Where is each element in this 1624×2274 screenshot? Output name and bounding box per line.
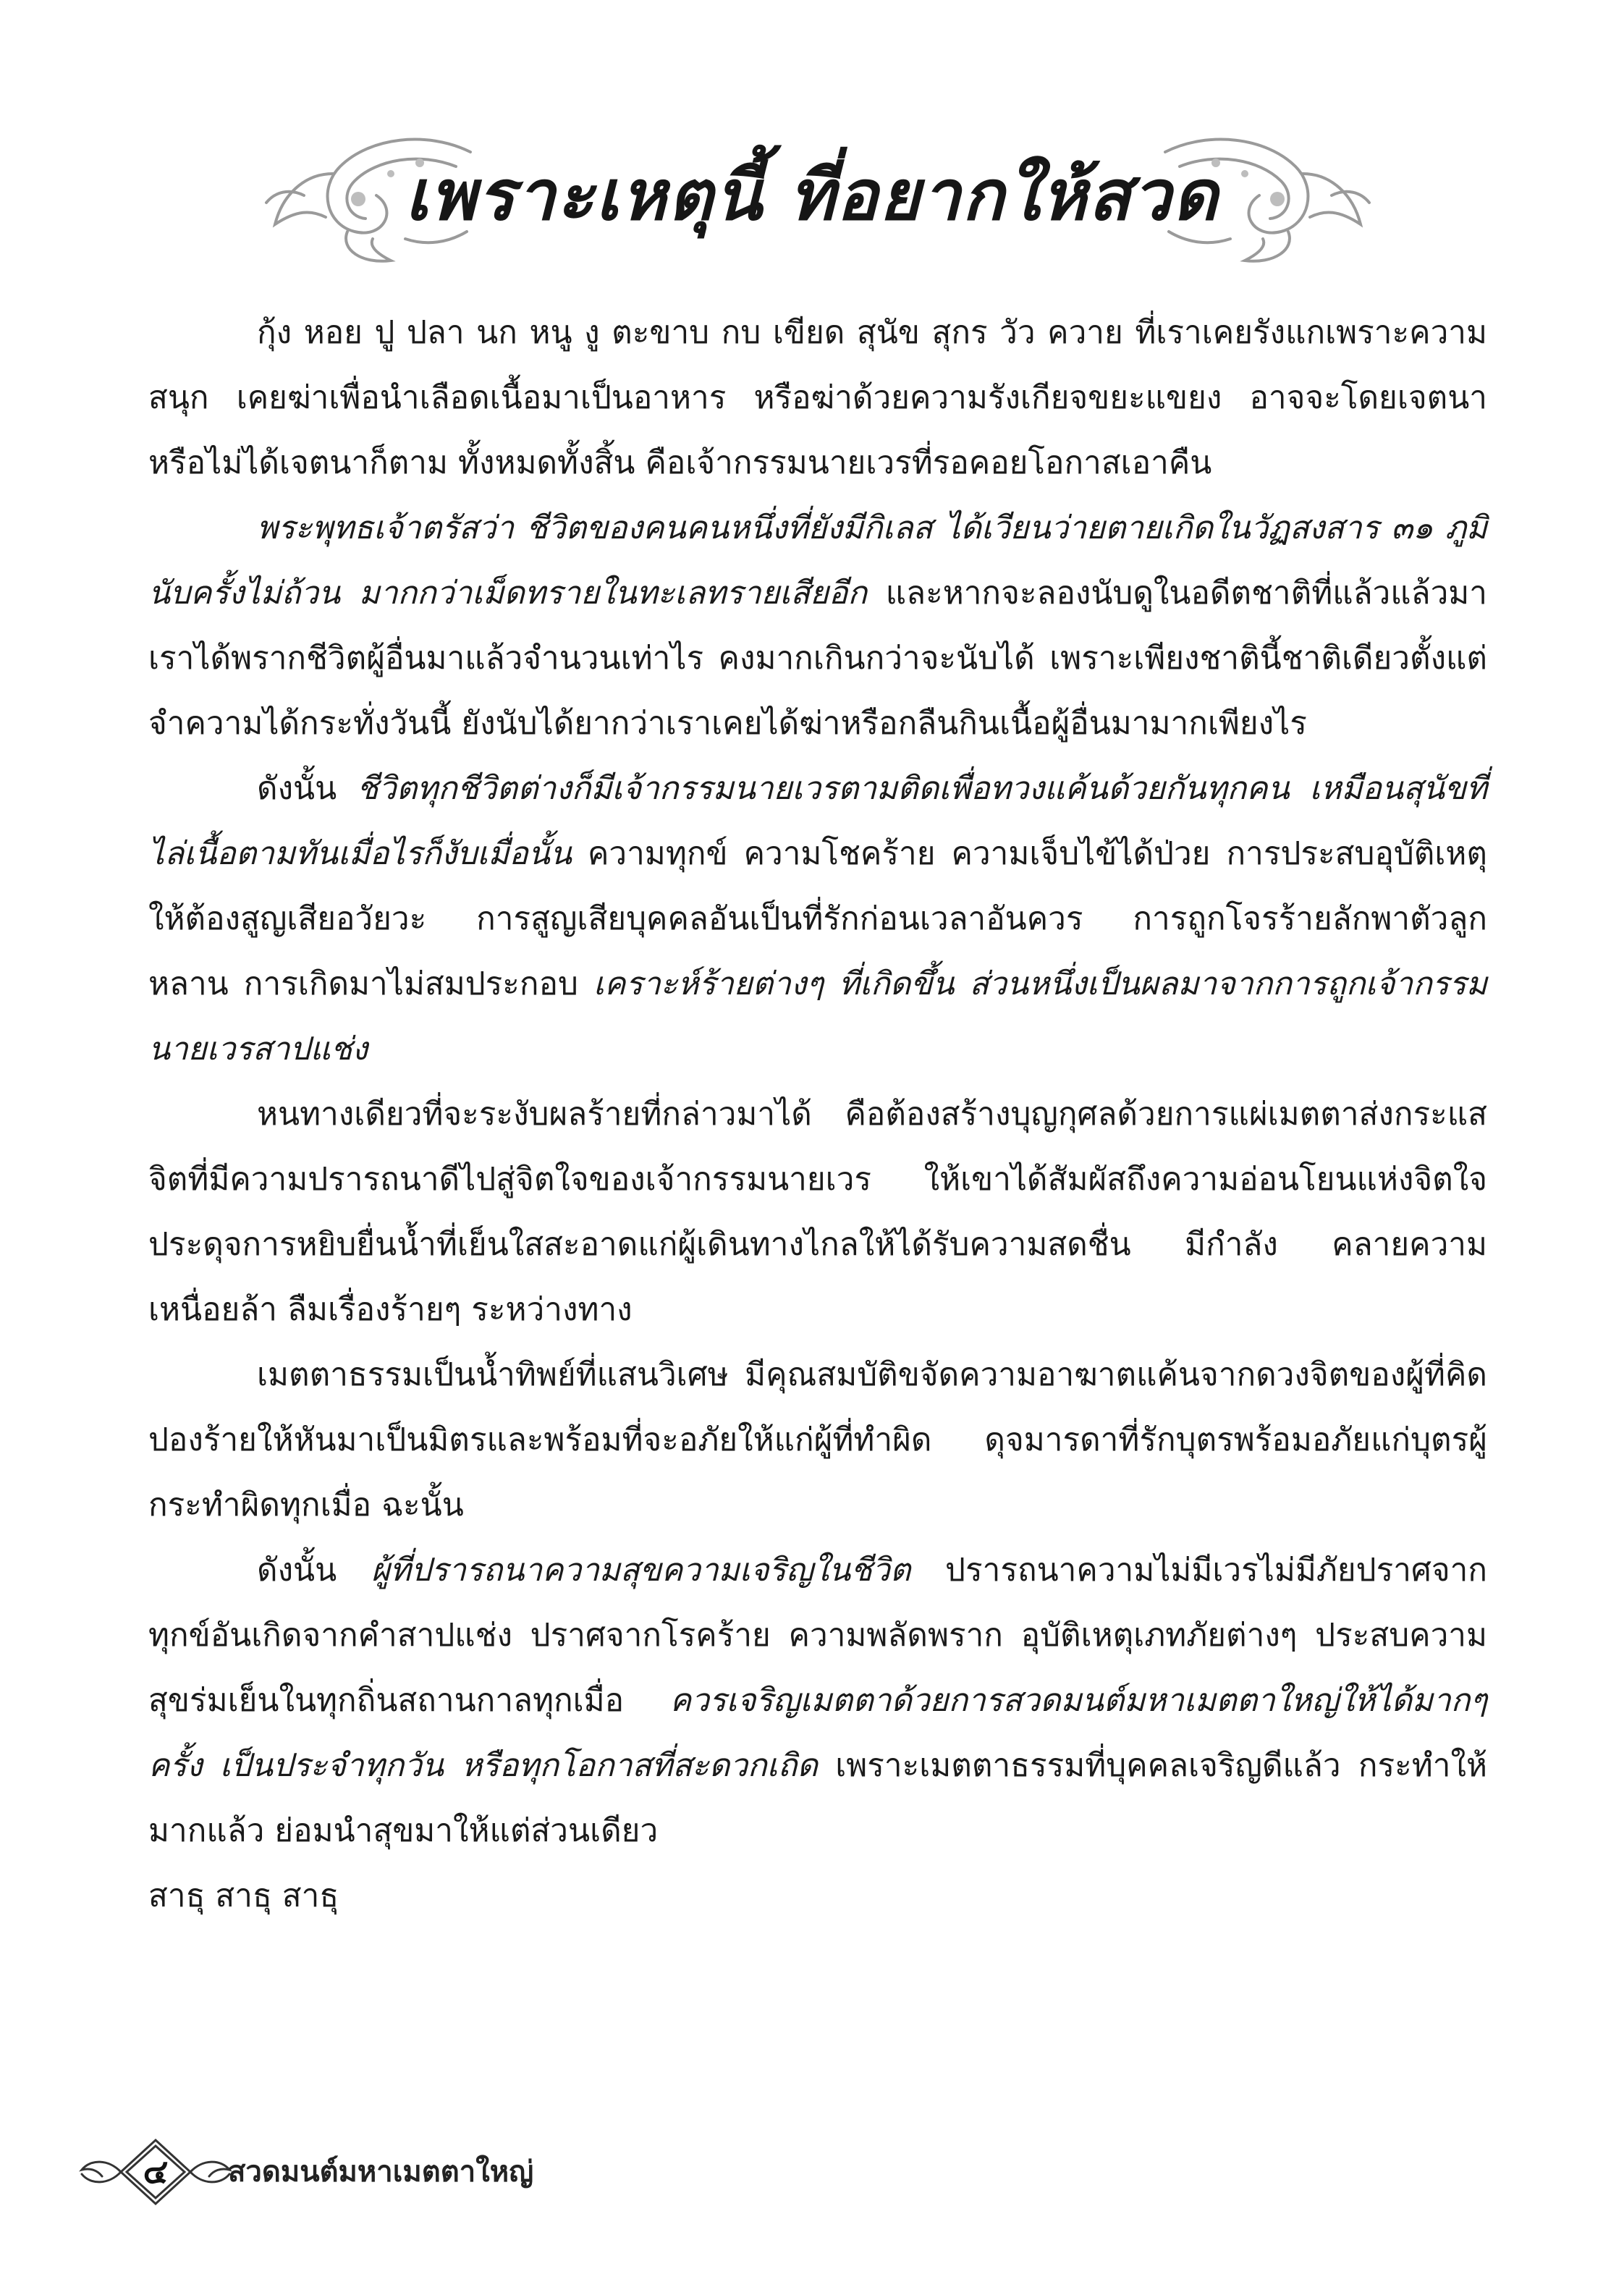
paragraph-6	[148, 1538, 1487, 1864]
paragraph-6-end: เพราะเมตตาธรรมที่บุคคลเจริญดีแล้ว กระทำให้มากแล้ว ย่อมนำสุขมาให้แต่ส่วนเดียว	[148, 1747, 1487, 1849]
body-text	[148, 300, 1487, 1929]
paragraph-2-text: และหากจะลองนับดูในอดีตชาติที่แล้วแล้วมา เราได้พรากชีวิตผู้อื่นมาแล้วจำนวนเท่าไร คงมากเกินกว่าจะนับได้ เพราะเพียงชาตินี้ชาติเดียวตั้งแต่จำความได้กระทั่งวันนี้ ยังนับได้ยากว่าเราเคยได้ฆ่าหรือกลืนกินเนื้อผู้อื่นมามากเพียงไร	[148, 575, 1487, 742]
page-title: เพราะเหตุนี้ ที่อยากให้สวด	[405, 154, 1219, 236]
paragraph-3-emphasis-1: ชีวิตทุกชีวิตต่างก็มีเจ้ากรรมนายเวรตามติดเพื่อทวงแค้นด้วยกันทุกคน เหมือนสุนัขที่ไล่เนื้อตามทันเมื่อไรก็งับเมื่อนั้น	[148, 770, 1488, 872]
paragraph-6-text: ปรารถนาความไม่มีเวรไม่มีภัยปราศจากทุกข์อันเกิดจากคำสาปแช่ง ปราศจากโรคร้าย ความพลัดพราก อุบัติเหตุเภทภัยต่างๆ ประสบความสุขร่มเย็นในทุกถิ่นสถานกาลทุกเมื่อ	[148, 1552, 1488, 1719]
page-header	[0, 109, 1624, 282]
closing-blessing: สาธุ สาธุ สาธุ	[148, 1877, 339, 1914]
page-number: ๔	[143, 2152, 169, 2191]
page-footer	[0, 2131, 1624, 2211]
paragraph-3	[148, 756, 1487, 1082]
paragraph-6-emphasis-2: ควรเจริญเมตตาด้วยการสวดมนต์มหาเมตตาใหญ่ให้ได้มากๆ ครั้ง เป็นประจำทุกวัน หรือทุกโอกาสที่สะดวกเถิด	[148, 1682, 1487, 1784]
paragraph-6-emphasis-1: ผู้ที่ปรารถนาความสุขความเจริญในชีวิต	[371, 1552, 911, 1589]
book-title: สวดมนต์มหาเมตตาใหญ่	[228, 2155, 534, 2189]
paragraph-3-text: ความทุกข์ ความโชคร้าย ความเจ็บไข้ได้ป่วย การประสบอุบัติเหตุให้ต้องสูญเสียอวัยวะ การสูญเสียบุคคลอันเป็นที่รักก่อนเวลาอันควร การถูกโจรร้ายลักพาตัวลูกหลาน การเกิดมาไม่สมประกอบ	[148, 835, 1487, 1002]
paragraph-2	[148, 496, 1487, 756]
paragraph-4: หนทางเดียวที่จะระงับผลร้ายที่กล่าวมาได้ คือต้องสร้างบุญกุศลด้วยการแผ่เมตตาส่งกระแสจิตที่มีความปรารถนาดีไปสู่จิตใจของเจ้ากรรมนายเวร ให้เขาได้สัมผัสถึงความอ่อนโยนแห่งจิตใจ ประดุจการหยิบยื่นน้ำที่เย็นใสสะอาดแก่ผู้เดินทางไกลให้ได้รับความสดชื่น มีกำลัง คลายความเหนื่อยล้า ลืมเรื่องร้ายๆ ระหว่างทาง	[148, 1096, 1487, 1328]
paragraph-5: เมตตาธรรมเป็นน้ำทิพย์ที่แสนวิเศษ มีคุณสมบัติขจัดความอาฆาตแค้นจากดวงจิตของผู้ที่คิดปองร้ายให้หันมาเป็นมิตรและพร้อมที่จะอภัยให้แก่ผู้ที่ทำผิด ดุจมารดาที่รักบุตรพร้อมอภัยแก่บุตรผู้กระทำผิดทุกเมื่อ ฉะนั้น	[148, 1356, 1487, 1523]
paragraph-3-emphasis-2: เคราะห์ร้ายต่างๆ ที่เกิดขึ้น ส่วนหนึ่งเป็นผลมาจากการถูกเจ้ากรรมนายเวรสาปแช่ง	[148, 965, 1487, 1068]
paragraph-3-lead: ดังนั้น	[257, 770, 358, 807]
paragraph-6-lead: ดังนั้น	[257, 1552, 371, 1589]
paragraph-1: กุ้ง หอย ปู ปลา นก หนู งู ตะขาบ กบ เขียด สุนัข สุกร วัว ควาย ที่เราเคยรังแกเพราะความสนุก เคยฆ่าเพื่อนำเลือดเนื้อมาเป็นอาหาร หรือฆ่าด้วยความรังเกียจขยะแขยง อาจจะโดยเจตนาหรือไม่ได้เจตนาก็ตาม ทั้งหมดทั้งสิ้น คือเจ้ากรรมนายเวรที่รอคอยโอกาสเอาคืน	[148, 314, 1487, 481]
paragraph-2-emphasis: พระพุทธเจ้าตรัสว่า ชีวิตของคนคนหนึ่งที่ยังมีกิเลส ได้เวียนว่ายตายเกิดในวัฏสงสาร ๓๑ ภูมินับครั้งไม่ถ้วน มากกว่าเม็ดทรายในทะเลทรายเสียอีก	[148, 510, 1487, 612]
